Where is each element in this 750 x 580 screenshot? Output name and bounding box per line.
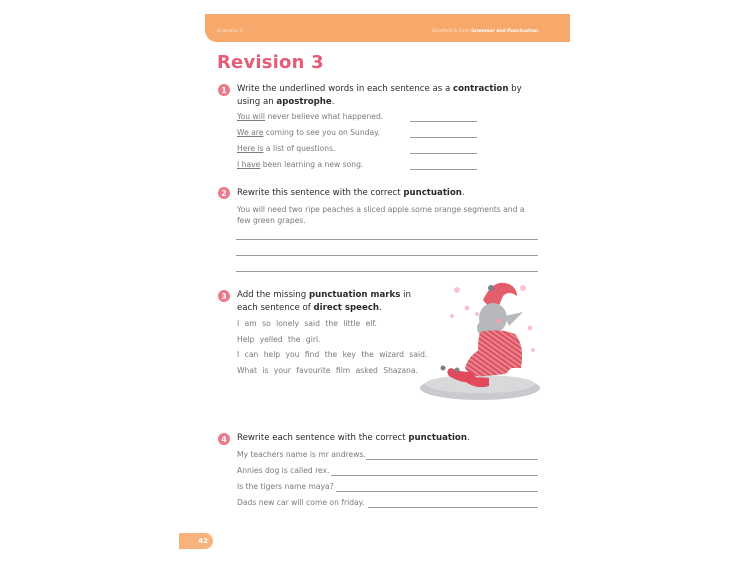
answer-line[interactable]: [336, 491, 538, 492]
question-4-item: Annies dog is called rex.: [237, 466, 330, 475]
answer-line[interactable]: [410, 137, 477, 138]
answer-line[interactable]: [368, 507, 538, 508]
question-4-badge: 4: [218, 433, 230, 445]
answer-line[interactable]: [410, 153, 477, 154]
answer-line[interactable]: [331, 475, 538, 476]
answer-line[interactable]: [236, 271, 538, 272]
question-2-sentence: You will need two ripe peaches a sliced apple some orange segments and a few green grapes.: [237, 205, 525, 225]
question-4-item: Is the tigers name maya?: [237, 482, 334, 491]
question-1-item: I have been learning a new song.: [237, 160, 364, 169]
question-3-instruction: Add the missing punctuation marks in each sentence of direct speech.: [237, 290, 411, 313]
header-series-name: Grammar and Punctuation: [471, 29, 538, 34]
question-2-instruction: Rewrite this sentence with the correct punctuation.: [237, 188, 465, 198]
answer-line[interactable]: [236, 239, 538, 240]
answer-line[interactable]: [236, 255, 538, 256]
question-4-item: Dads new car will come on friday.: [237, 498, 365, 507]
question-4-item: My teachers name is mr andrews.: [237, 450, 366, 459]
question-3-item: What is your favourite film asked Shazana.: [237, 366, 419, 375]
answer-line[interactable]: [410, 169, 477, 170]
header-publisher: [432, 29, 538, 34]
header-book-label: Grammar 3: [217, 29, 243, 34]
question-3-item: I am so lonely said the little elf.: [237, 319, 377, 328]
header-publisher-name: Schofield & Sims: [431, 29, 472, 34]
question-3-badge: 3: [218, 290, 230, 302]
question-2-badge: 2: [218, 187, 230, 199]
elf-illustration: [405, 276, 545, 404]
answer-line[interactable]: [366, 459, 538, 460]
question-3-item: I can help you find the key the wizard said.: [237, 350, 428, 359]
answer-line[interactable]: [410, 121, 477, 122]
question-1-instruction: Write the underlined words in each sentence as a contraction by using an apostrophe.: [237, 84, 522, 107]
question-1-item: We are coming to see you on Sunday.: [237, 128, 380, 137]
question-1-badge: 1: [218, 84, 230, 96]
header-band: [205, 14, 570, 42]
question-4-instruction: Rewrite each sentence with the correct punctuation.: [237, 433, 470, 443]
question-1-item: You will never believe what happened.: [237, 112, 384, 121]
page-number: 42: [179, 533, 213, 549]
question-3-item: Help yelled the girl.: [237, 335, 321, 344]
question-1-item: Here is a list of questions.: [237, 144, 336, 153]
page-title: Revision 3: [217, 52, 324, 73]
